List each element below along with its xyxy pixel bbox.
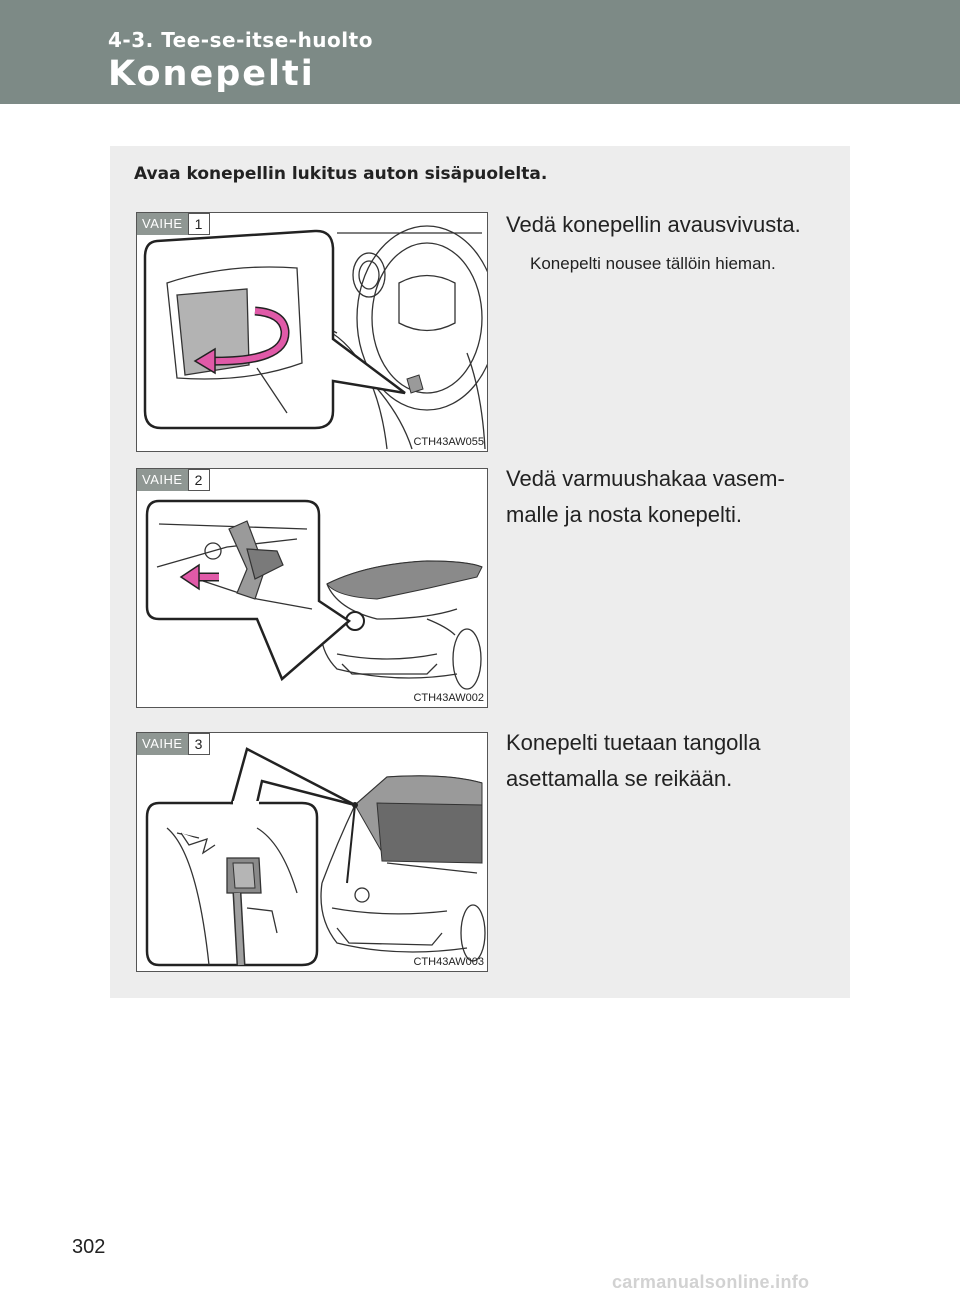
step-2-badge [137,469,210,491]
step-3-illustration [136,732,488,972]
step-2-illustration [136,468,488,708]
step-3-text-line-1: Konepelti tuetaan tangolla [506,730,761,755]
figure-code: CTH43AW055 [413,436,484,448]
intro-text: Avaa konepellin lukitus auton sisäpuolelta. [134,164,548,184]
step-badge-word: VAIHE [137,469,188,491]
step-badge-number: 3 [188,733,210,755]
step-3-text-line-2: asettamalla se reikään. [506,766,733,791]
step-2-text-line-1: Vedä varmuushakaa vasem- [506,466,785,491]
section-label: 4-3. Tee-se-itse-huolto [108,28,373,52]
step-1-illustration [136,212,488,452]
figure-code: CTH43AW003 [413,956,484,968]
figure-code: CTH43AW002 [413,692,484,704]
page-title: Konepelti [108,54,315,94]
hood-release-lever-illustration [137,213,487,451]
step-1-badge [137,213,210,235]
step-1-subtext: Konepelti nousee tällöin hieman. [530,254,776,273]
step-badge-word: VAIHE [137,733,188,755]
step-3-badge [137,733,210,755]
step-badge-number: 1 [188,213,210,235]
watermark-link[interactable]: carmanualsonline.info [612,1272,810,1292]
page-number: 302 [72,1236,106,1258]
step-badge-word: VAIHE [137,213,188,235]
hood-support-rod-illustration [137,733,487,971]
safety-catch-illustration [137,469,487,707]
step-badge-number: 2 [188,469,210,491]
page-header [0,0,960,104]
step-1-text: Vedä konepellin avausvivusta. [506,212,801,237]
step-2-text-line-2: malle ja nosta konepelti. [506,502,743,527]
